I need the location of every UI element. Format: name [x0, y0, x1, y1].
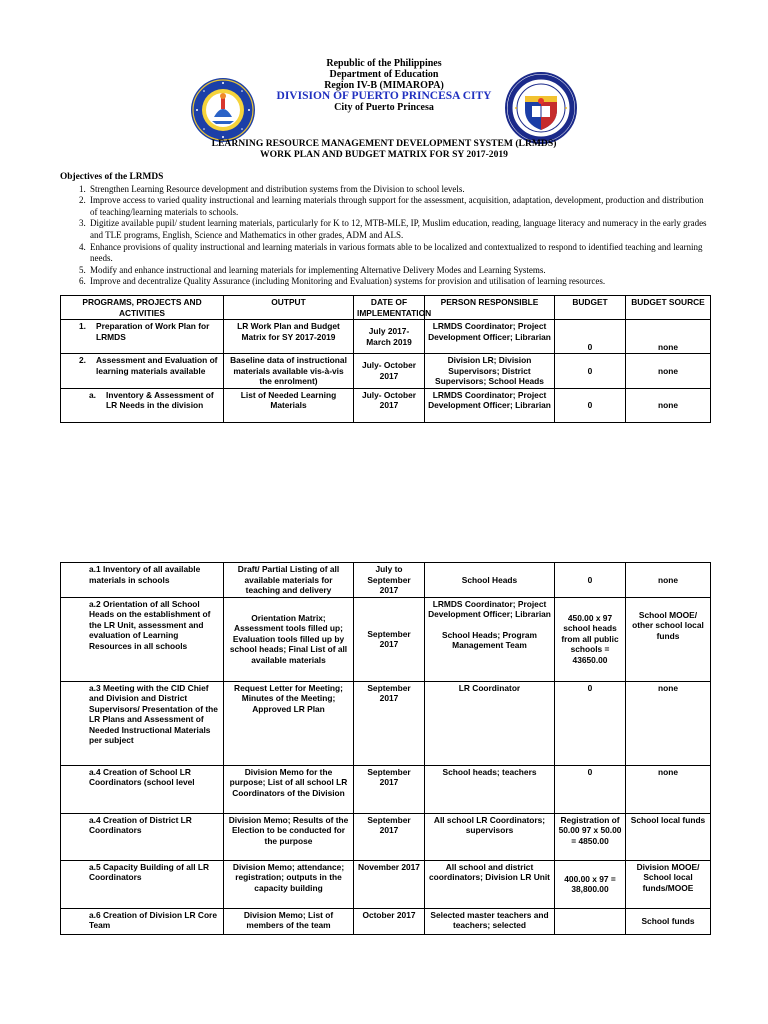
- person-cell: Division LR; Division Supervisors; District Supervisors; School Heads: [425, 354, 555, 389]
- activity-cell: a.5 Capacity Building of all LR Coordinators: [61, 860, 224, 908]
- source-cell: none: [626, 681, 711, 765]
- table-row: [61, 354, 711, 389]
- table-row: [61, 320, 711, 354]
- person-cell: [425, 597, 555, 681]
- division-seal-icon: [190, 77, 256, 143]
- header-output: OUTPUT: [224, 296, 354, 320]
- budget-cell: 0: [555, 765, 626, 813]
- date-cell: July- October 2017: [354, 388, 425, 422]
- objective-item: 4. Enhance provisions of quality instructional and learning materials in various formats able to be localized and contextualized to respond to identified teaching and learning needs.: [88, 242, 710, 265]
- table-row: [61, 563, 711, 598]
- activity-cell: [61, 320, 224, 354]
- budget-cell: 450.00 x 97 school heads from all public schools = 43650.00: [555, 597, 626, 681]
- work-plan-table: [60, 295, 711, 423]
- date-cell: November 2017: [354, 860, 425, 908]
- budget-cell: 0: [555, 320, 626, 354]
- budget-cell: 0: [555, 563, 626, 598]
- activity-cell: [61, 388, 224, 422]
- letterhead-division: DIVISION OF PUERTO PRINCESA CITY: [276, 90, 492, 102]
- header-budget: BUDGET: [555, 296, 626, 320]
- budget-cell: Registration of 50.00 97 x 50.00 = 4850.00: [555, 813, 626, 860]
- objectives-list: [60, 184, 710, 288]
- activity-cell: [61, 354, 224, 389]
- source-cell: none: [626, 320, 711, 354]
- output-cell: LR Work Plan and Budget Matrix for SY 2017-2019: [224, 320, 354, 354]
- source-cell: School funds: [626, 908, 711, 934]
- output-cell: Request Letter for Meeting; Minutes of the Meeting; Approved LR Plan: [224, 681, 354, 765]
- header-person: PERSON RESPONSIBLE: [425, 296, 555, 320]
- person-primary: LRMDS Coordinator; Project Development Officer; Librarian: [428, 598, 551, 619]
- table-row: [61, 860, 711, 908]
- person-cell: All school and district coordinators; Division LR Unit: [425, 860, 555, 908]
- person-cell: School heads; teachers: [425, 765, 555, 813]
- output-cell: Orientation Matrix; Assessment tools filled up; Evaluation tools filled up by school heads; Final List of all available materials: [224, 597, 354, 681]
- letterhead-region: Region IV-B (MIMAROPA): [324, 80, 444, 91]
- table-row: [61, 388, 711, 422]
- date-cell: September 2017: [354, 765, 425, 813]
- activity-cell: a.6 Creation of Division LR Core Team: [61, 908, 224, 934]
- output-cell: Division Memo for the purpose; List of all school LR Coordinators of the Division: [224, 765, 354, 813]
- date-cell: July- October 2017: [354, 354, 425, 389]
- table-row: [61, 813, 711, 860]
- budget-cell: 0: [555, 354, 626, 389]
- output-cell: Baseline data of instructional materials available vis-à-vis the enrolment): [224, 354, 354, 389]
- budget-cell: 0: [555, 681, 626, 765]
- person-cell: LR Coordinator: [425, 681, 555, 765]
- source-cell: School local funds: [626, 813, 711, 860]
- activity-cell: a.2 Orientation of all School Heads on the establishment of the LR Unit, assessment and evaluation of Learning Resources in all schools: [61, 597, 224, 681]
- activity-cell: a.1 Inventory of all available materials in schools: [61, 563, 224, 598]
- output-cell: List of Needed Learning Materials: [224, 388, 354, 422]
- date-cell: September 2017: [354, 597, 425, 681]
- letterhead-city: City of Puerto Princesa: [334, 102, 434, 113]
- objective-item: 6. Improve and decentralize Quality Assurance (including Monitoring and Evaluation) systems for provision and utilisation of learning resources.: [88, 276, 710, 288]
- letterhead: [0, 58, 768, 113]
- activity-text: Assessment and Evaluation of learning materials available: [96, 355, 218, 376]
- objective-item: 5. Modify and enhance instructional and learning materials for implementing Alternative Delivery Modes and Learning Systems.: [88, 265, 710, 277]
- output-cell: Draft/ Partial Listing of all available materials for teaching and delivery: [224, 563, 354, 598]
- budget-cell: 0: [555, 388, 626, 422]
- objective-item: 1. Strengthen Learning Resource development and distribution systems from the Division to school levels.: [88, 184, 710, 196]
- letterhead-department: Department of Education: [329, 69, 439, 80]
- objectives-heading: Objectives of the LRMDS: [60, 172, 164, 182]
- activity-cell: a.4 Creation of School LR Coordinators (school level: [61, 765, 224, 813]
- person-cell: School Heads: [425, 563, 555, 598]
- date-cell: July 2017-March 2019: [354, 320, 425, 354]
- activity-number: a.: [89, 389, 96, 400]
- activity-cell: a.4 Creation of District LR Coordinators: [61, 813, 224, 860]
- header-source: BUDGET SOURCE: [626, 296, 711, 320]
- source-cell: none: [626, 354, 711, 389]
- objectives-section: [60, 172, 710, 288]
- activity-cell: a.3 Meeting with the CID Chief and Division and District Supervisors/ Presentation of the LR Plans and Assessment of Needed Instructional Materials per subject: [61, 681, 224, 765]
- date-cell: September 2017: [354, 813, 425, 860]
- header-date: DATE OF IMPLEMENTATION: [354, 296, 425, 320]
- deped-seal-icon: [505, 72, 577, 144]
- person-cell: LRMDS Coordinator; Project Development Officer; Librarian: [425, 320, 555, 354]
- source-cell: School MOOE/ other school local funds: [626, 597, 711, 681]
- document-title-line2: WORK PLAN AND BUDGET MATRIX FOR SY 2017-2019: [260, 149, 508, 160]
- budget-cell: [555, 908, 626, 934]
- table-row: [61, 765, 711, 813]
- header-programs: PROGRAMS, PROJECTS AND ACTIVITIES: [61, 296, 224, 320]
- objective-item: 2. Improve access to varied quality instructional and learning materials through support for the assessment, acquisition, adaptation, development, production and distribution of teaching/learning materials to schools.: [88, 195, 710, 218]
- date-cell: October 2017: [354, 908, 425, 934]
- table-header-row: [61, 296, 711, 320]
- activity-number: 2.: [79, 355, 86, 365]
- activity-number: 1.: [79, 321, 86, 331]
- budget-cell: 400.00 x 97 = 38,800.00: [555, 860, 626, 908]
- output-cell: Division Memo; Results of the Election to be conducted for the purpose: [224, 813, 354, 860]
- person-cell: Selected master teachers and teachers; selected: [425, 908, 555, 934]
- activity-text: Inventory & Assessment of LR Needs in the division: [106, 389, 214, 410]
- person-secondary: School Heads; Program Management Team: [442, 629, 537, 650]
- table-row: [61, 681, 711, 765]
- objective-item: 3. Digitize available pupil/ student learning materials, particularly for K to 12, MTB-MLE, IP, Muslim education, reading, language literacy and numeracy in the early grades and TLE programs, English, Science and Mathematics in other grades, ADM and ALS.: [88, 218, 710, 241]
- work-plan-table-continued: [60, 562, 711, 935]
- letterhead-republic: Republic of the Philippines: [326, 58, 442, 69]
- output-cell: Division Memo; List of members of the team: [224, 908, 354, 934]
- person-cell: All school LR Coordinators; supervisors: [425, 813, 555, 860]
- source-cell: none: [626, 765, 711, 813]
- document-title-line1: LEARNING RESOURCE MANAGEMENT DEVELOPMENT SYSTEM (LRMDS): [211, 138, 557, 149]
- source-cell: none: [626, 388, 711, 422]
- date-cell: September 2017: [354, 681, 425, 765]
- source-cell: Division MOOE/ School local funds/MOOE: [626, 860, 711, 908]
- output-cell: Division Memo; attendance; registration; outputs in the capacity building: [224, 860, 354, 908]
- activity-text: Preparation of Work Plan for LRMDS: [96, 321, 210, 342]
- source-cell: none: [626, 563, 711, 598]
- table-row: [61, 597, 711, 681]
- table-row: [61, 908, 711, 934]
- document-title: [0, 138, 768, 160]
- date-cell: July to September 2017: [354, 563, 425, 598]
- person-cell: LRMDS Coordinator; Project Development Officer; Librarian: [425, 388, 555, 422]
